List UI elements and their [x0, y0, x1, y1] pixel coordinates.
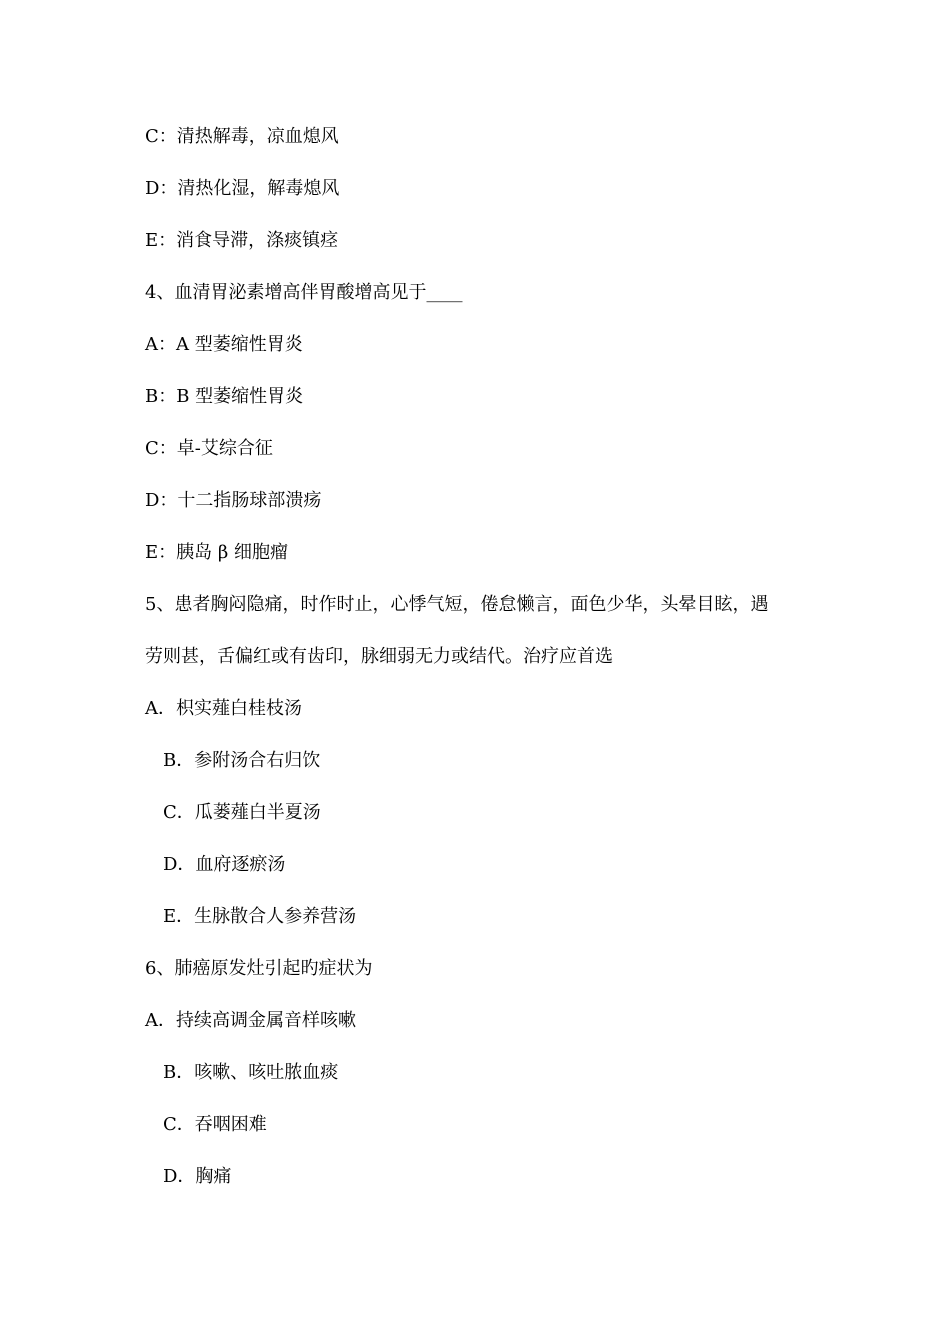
- q5-option-e: E．生脉散合人参养营汤: [163, 906, 357, 927]
- question-6-stem: 6、肺癌原发灶引起旳症状为: [145, 958, 373, 979]
- q3-option-c: C：清热解毒，凉血熄风: [145, 126, 339, 147]
- q6-option-c: C．吞咽困难: [163, 1114, 267, 1135]
- q5-option-a: A．枳实薤白桂枝汤: [145, 698, 302, 719]
- q4-option-a: A：A 型萎缩性胃炎: [145, 334, 303, 355]
- q6-option-b: B．咳嗽、咳吐脓血痰: [163, 1062, 339, 1083]
- q5-option-b: B．参附汤合右归饮: [163, 750, 321, 771]
- q6-option-a: A．持续高调金属音样咳嗽: [145, 1010, 356, 1031]
- q3-option-d: D：清热化湿，解毒熄风: [145, 178, 340, 199]
- q6-option-d: D．胸痛: [163, 1166, 232, 1187]
- question-4-stem: 4、血清胃泌素增高伴胃酸增高见于____: [145, 282, 463, 303]
- question-5-stem-line-2: 劳则甚，舌偏红或有齿印，脉细弱无力或结代。治疗应首选: [145, 646, 613, 667]
- q4-option-c: C：卓-艾综合征: [145, 438, 273, 459]
- q4-option-d: D：十二指肠球部溃疡: [145, 490, 322, 511]
- q4-option-b: B：B 型萎缩性胃炎: [145, 386, 304, 407]
- q5-option-c: C．瓜蒌薤白半夏汤: [163, 802, 321, 823]
- q4-option-e: E：胰岛 β 细胞瘤: [145, 542, 288, 563]
- q5-option-d: D．血府逐瘀汤: [163, 854, 286, 875]
- question-5-stem-line-1: 5、患者胸闷隐痛，时作时止，心悸气短，倦怠懒言，面色少华，头晕目眩，遇: [145, 594, 769, 615]
- q3-option-e: E：消食导滞，涤痰镇痉: [145, 230, 339, 251]
